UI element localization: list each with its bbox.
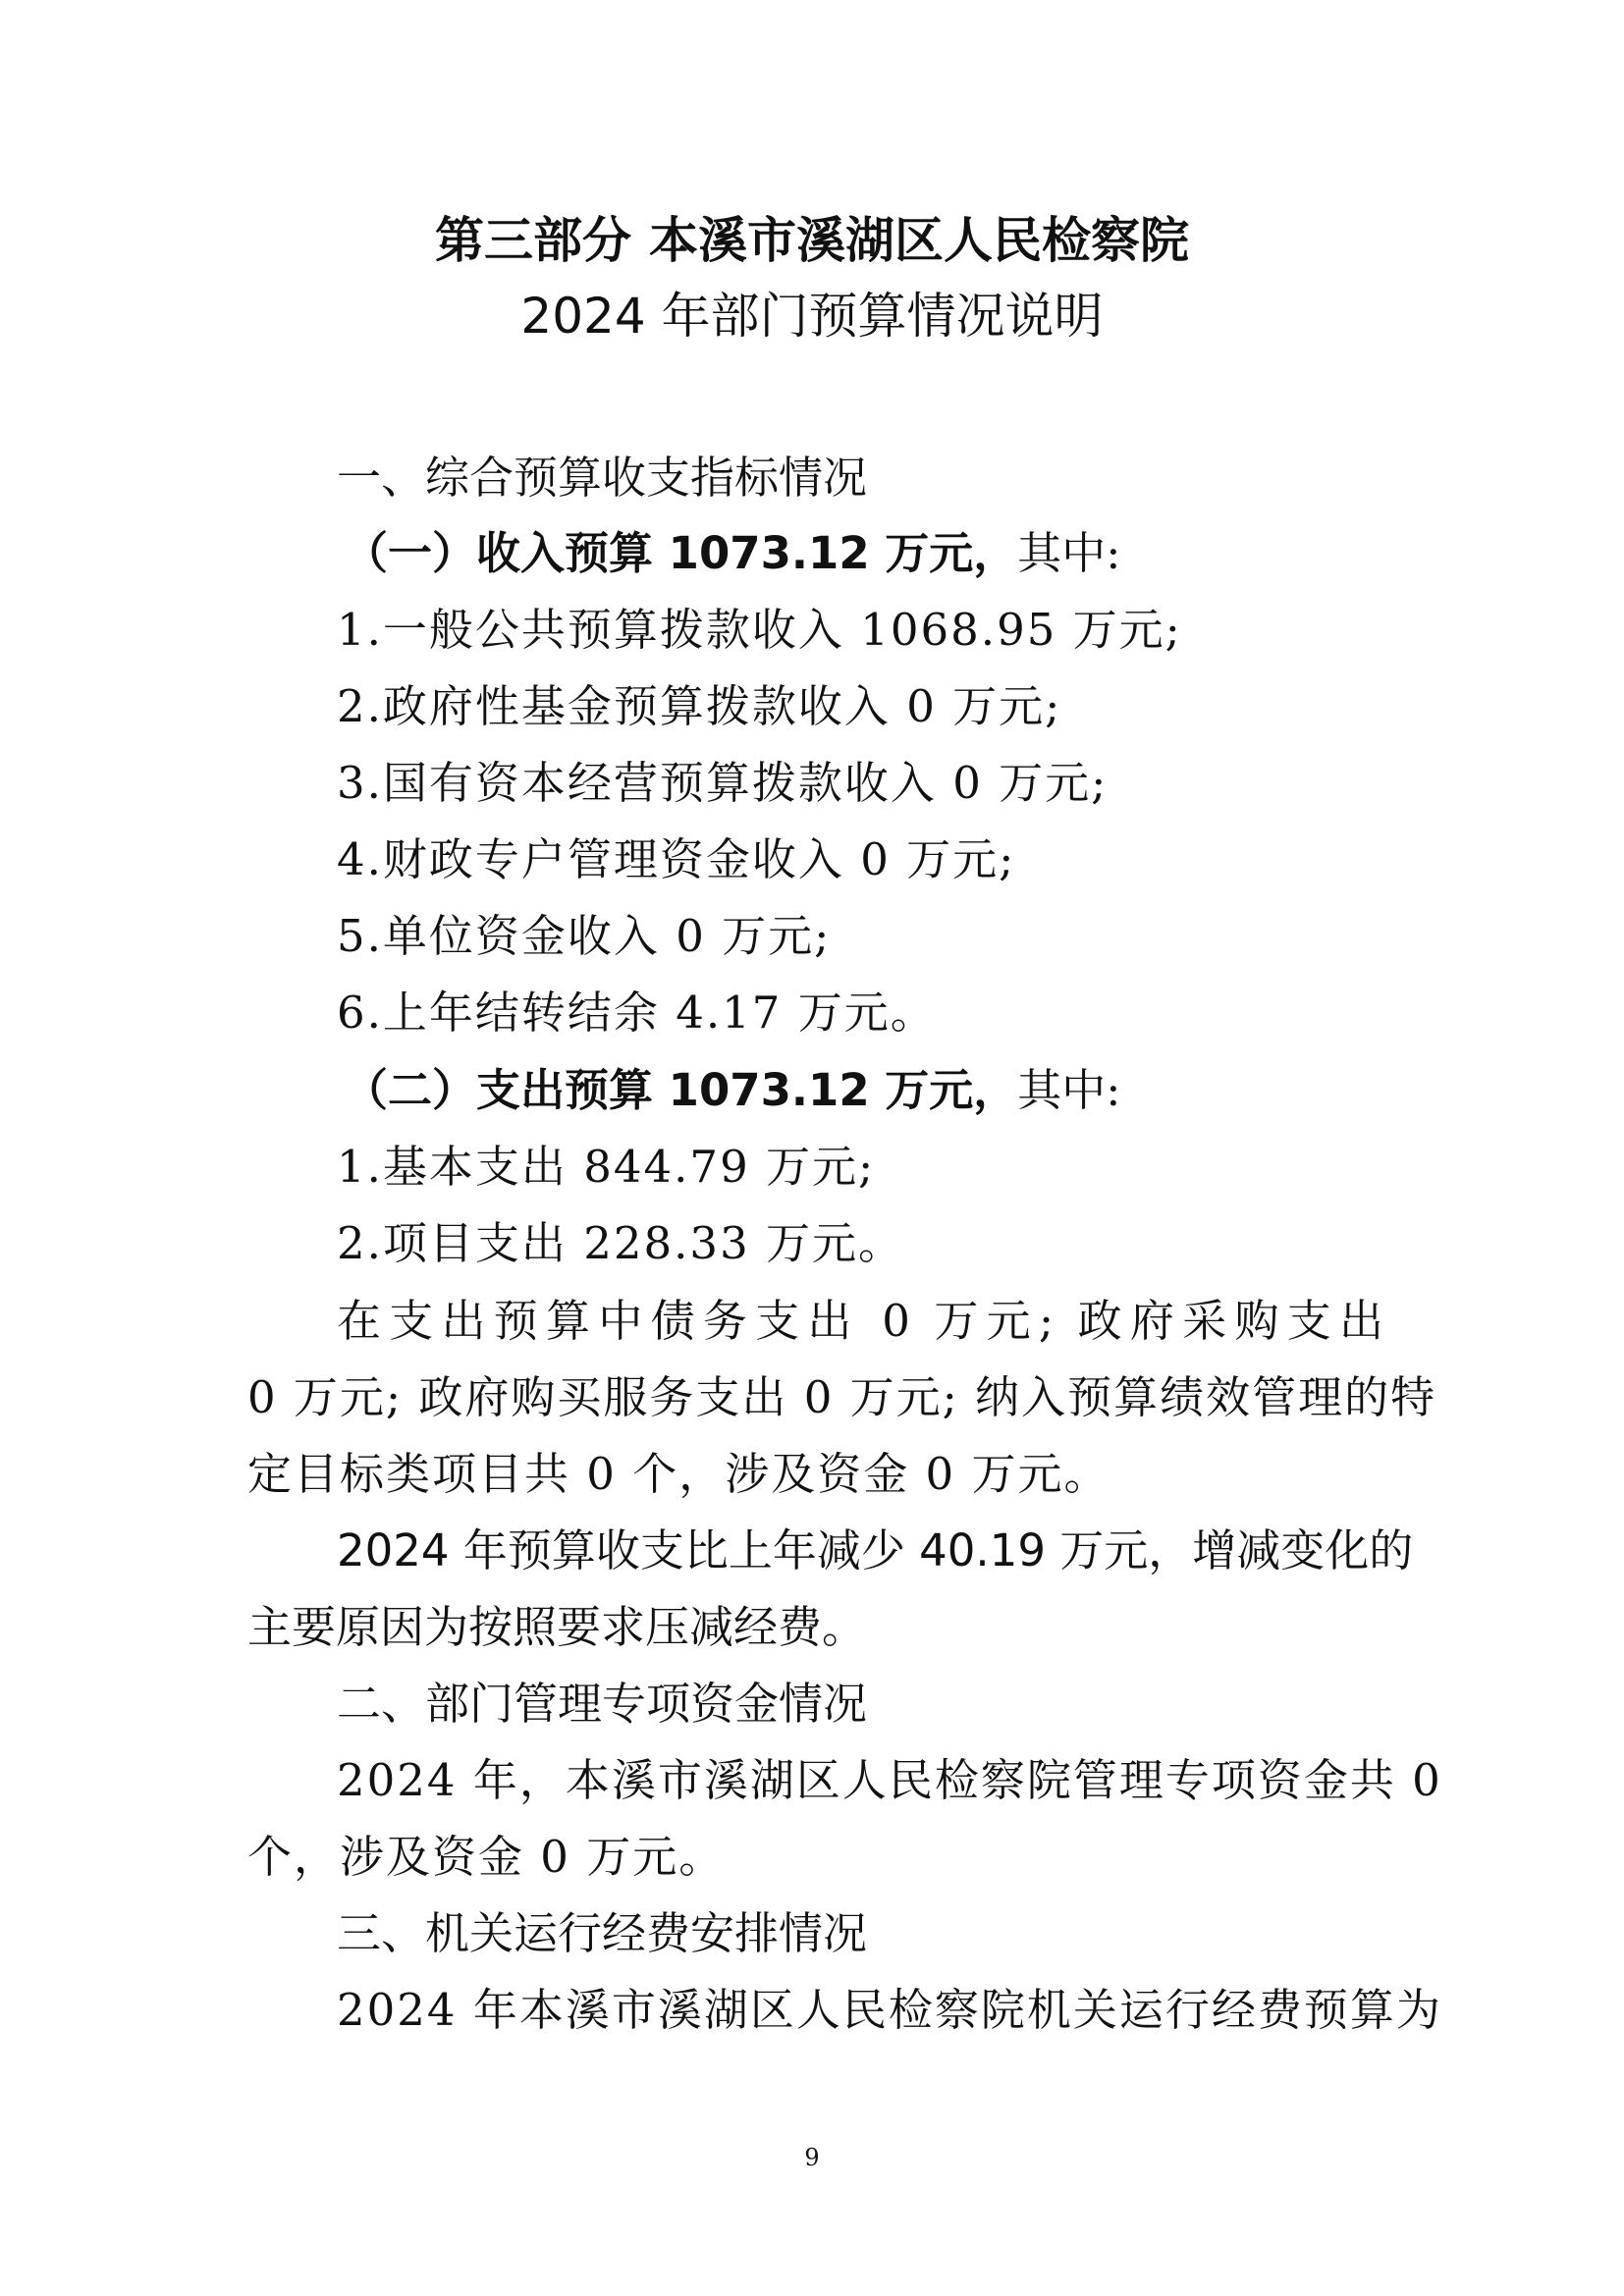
income-budget-heading (344, 526, 1120, 581)
income-item: 1.一般公共预算拨款收入 1068.95 万元; (337, 604, 1182, 656)
income-item: 6.上年结转结余 4.17 万元。 (337, 987, 937, 1039)
section2-paragraph-line: 个，涉及资金 0 万元。 (247, 1831, 726, 1883)
page-subtitle: 2024 年部门预算情况说明 (520, 288, 1104, 345)
page-title (0, 211, 1624, 270)
title-org-name: 本溪市溪湖区人民检察院 (649, 212, 1189, 269)
expense-item: 2.项目支出 228.33 万元。 (337, 1217, 904, 1269)
title-part-label: 第三部分 (435, 212, 631, 269)
section3-paragraph-line: 2024 年本溪市溪湖区人民检察院机关运行经费预算为 (337, 1984, 1442, 2036)
income-budget-label: （一）收入预算 1073.12 万元， (344, 527, 1018, 579)
note-paragraph-line: 0 万元; 政府购买服务支出 0 万元; 纳入预算绩效管理的特 (247, 1371, 1437, 1423)
income-item: 2.政府性基金预算拨款收入 0 万元; (337, 680, 1062, 732)
note-paragraph-line: 在支出预算中债务支出 0 万元; 政府采购支出 (337, 1295, 1385, 1347)
expense-budget-heading (344, 1063, 1120, 1118)
section2-paragraph-line: 2024 年，本溪市溪湖区人民检察院管理专项资金共 0 (337, 1754, 1442, 1806)
section-heading-3: 三、机关运行经费安排情况 (337, 1907, 868, 1959)
income-item: 3.国有资本经营预算拨款收入 0 万元; (337, 757, 1109, 809)
change-paragraph-line: 主要原因为按照要求压减经费。 (247, 1601, 867, 1653)
income-budget-suffix: 其中: (1017, 527, 1121, 579)
section-heading-2: 二、部门管理专项资金情况 (337, 1678, 868, 1730)
page-number: 9 (804, 2144, 820, 2171)
expense-budget-suffix: 其中: (1017, 1064, 1121, 1116)
change-paragraph-line: 2024 年预算收支比上年减少 40.19 万元，增减变化的 (337, 1524, 1414, 1576)
expense-item: 1.基本支出 844.79 万元; (337, 1141, 876, 1193)
section-heading-1: 一、综合预算收支指标情况 (337, 452, 868, 504)
income-item: 5.单位资金收入 0 万元; (337, 910, 832, 962)
expense-budget-label: （二）支出预算 1073.12 万元， (344, 1064, 1018, 1116)
note-paragraph-line: 定目标类项目共 0 个，涉及资金 0 万元。 (247, 1448, 1110, 1500)
income-item: 4.财政专户管理资金收入 0 万元; (337, 833, 1016, 885)
